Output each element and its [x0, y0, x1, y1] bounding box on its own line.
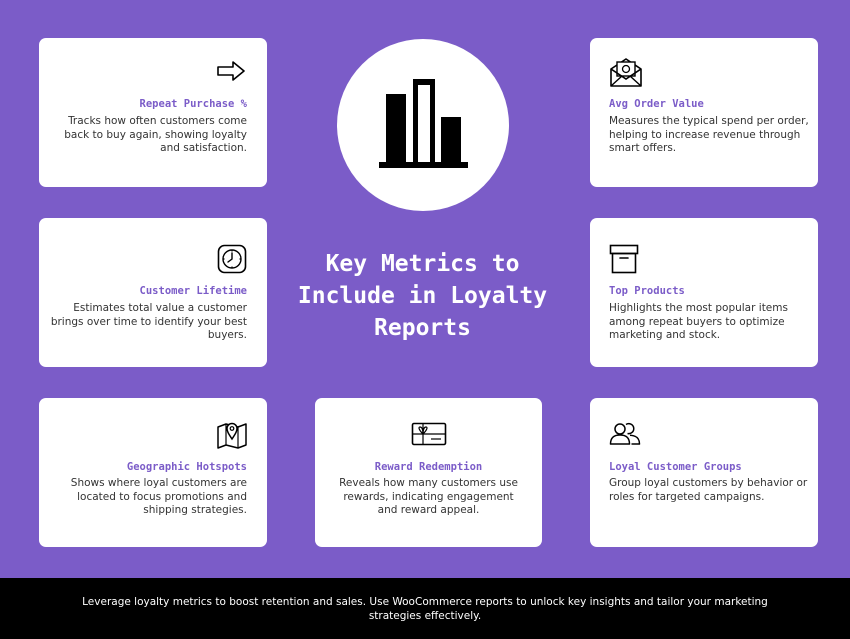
card-geographic-hotspots: [39, 398, 267, 547]
card-description: Reveals how many customers use rewards, indicating engagement and reward appeal.: [339, 477, 518, 516]
card-title: Reward Redemption: [374, 461, 483, 473]
page-title: Key Metrics to Include in Loyalty Reports: [297, 251, 548, 341]
card-description: Tracks how often customers come back to buy again, showing loyalty and satisfaction.: [64, 115, 247, 154]
card-description: Group loyal customers by behavior or roles for targeted campaigns.: [609, 477, 808, 503]
card-title: Top Products: [609, 285, 685, 297]
card-title: Geographic Hotspots: [126, 461, 247, 473]
card-repeat-purchase: [39, 38, 267, 187]
card-reward-redemption: [315, 398, 542, 547]
box-icon: [609, 244, 639, 274]
clock-icon: [217, 244, 247, 274]
card-title: Repeat Purchase %: [139, 98, 247, 110]
card-title: Customer Lifetime: [139, 285, 247, 297]
arrow-right-icon: [216, 61, 246, 81]
card-description: Shows where loyal customers are located to focus promotions and shipping strategies.: [70, 477, 247, 516]
gift-card-icon: [411, 422, 447, 446]
map-pin-icon: [216, 419, 248, 449]
card-title: Loyal Customer Groups: [609, 461, 742, 473]
footer-banner: [0, 578, 850, 639]
money-envelope-icon: [609, 55, 643, 89]
card-description: Measures the typical spend per order, helping to increase revenue through smart offers.: [609, 115, 809, 154]
card-description: Estimates total value a customer brings over time to identify your best buyers.: [50, 302, 247, 341]
card-top-products: [590, 218, 818, 367]
bar-chart-icon: [337, 39, 509, 211]
user-group-icon: [609, 422, 641, 446]
card-avg-order-value: [590, 38, 818, 187]
card-description: Highlights the most popular items among repeat buyers to optimize marketing and stock.: [609, 302, 788, 341]
card-loyal-customer-groups: [590, 398, 818, 547]
center-circle: [337, 39, 509, 211]
footer-text: Leverage loyalty metrics to boost retention and sales. Use WooCommerce reports to unlock key insights and tailor your marketing strategies effectively.: [82, 595, 768, 622]
card-title: Avg Order Value: [609, 98, 704, 110]
card-customer-lifetime: [39, 218, 267, 367]
